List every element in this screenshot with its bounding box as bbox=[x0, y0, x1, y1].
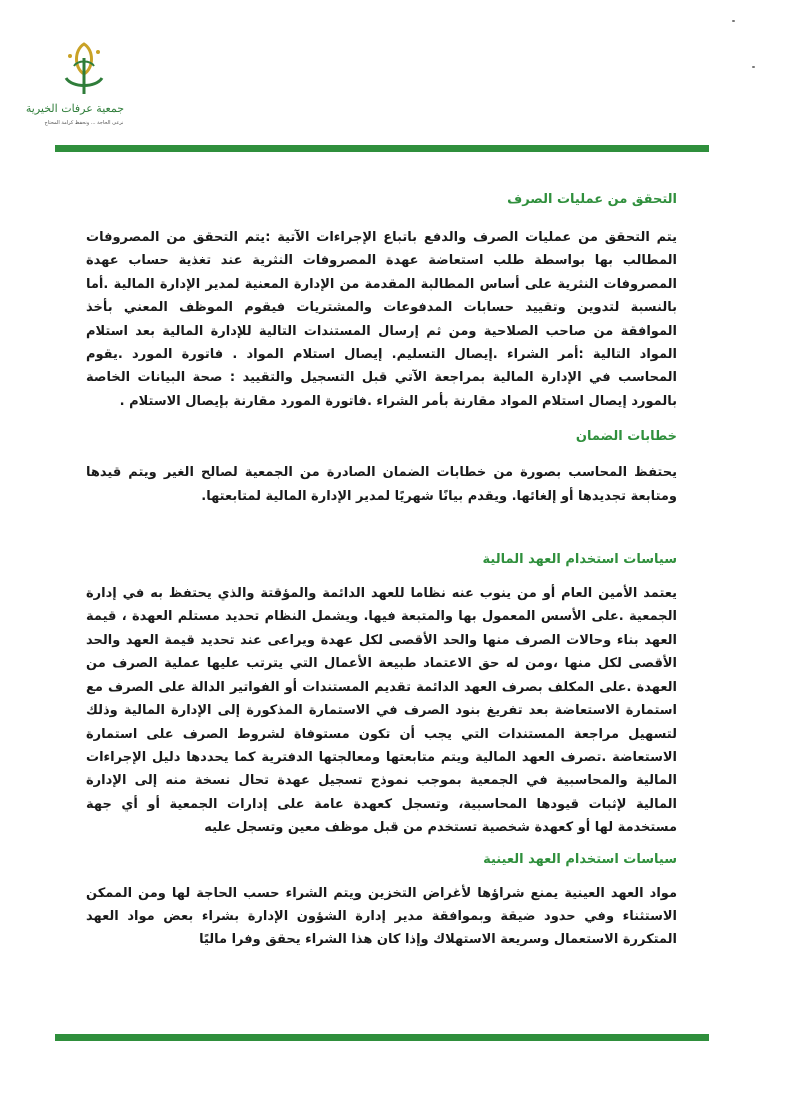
header-divider bbox=[55, 145, 709, 152]
org-slogan: نرعى الحاجة ... ونحفظ كرامة المحتاج bbox=[44, 120, 124, 126]
section-paragraph: يحتفظ المحاسب بصورة من خطابات الضمان الصادرة من الجمعية لصالح الغير ويتم قيدها ومتابعة تجديدها أو إلغائها. ويقدم بيانًا شهريًا لمدير الإدارة المالية لمتابعتها. bbox=[86, 465, 677, 504]
section-heading: سياسات استخدام العهد العينية bbox=[483, 851, 677, 867]
section-heading: سياسات استخدام العهد المالية bbox=[482, 552, 677, 568]
section-heading: خطابات الضمان bbox=[575, 429, 677, 445]
document-body bbox=[86, 190, 677, 952]
organization-logo bbox=[25, 38, 124, 138]
org-name: جمعية عرفات الخيرية bbox=[25, 102, 124, 115]
logo-emblem-icon bbox=[44, 38, 124, 102]
section-paragraph: يتم التحقق من عمليات الصرف والدفع باتباع الإجراءات الآتية :يتم التحقق من المصروفات المطالب بها بواسطة طلب استعاضة عهدة المصروفات النثرية عند تغذية حساب عهدة المصروفات النثرية على أساس المطالبة المقدمة من الإدارة المعنية لمدير الإدارة المالية .أما بالنسبة لتدوين وتقييد حسابات المدفوعات والمشتريات فيقوم الموظف المعني بأخذ الموافقة من صاحب الصلاحية ومن ثم إرسال المستندات التالية للإدارة المالية بعد استلام المواد التالية :أمر الشراء .إيصال التسليم. إيصال استلام المواد . فاتورة المورد .يقوم المحاسب في الإدارة المالية بمراجعة الآتي قبل التسجيل والتقييد : صحة البيانات الخاصة بالمورد إيصال استلام المواد مقارنة بأمر الشراء .فاتورة المورد مقارنة بإيصال الاستلام . bbox=[86, 230, 677, 409]
section-paragraph: يعتمد الأمين العام أو من ينوب عنه نظاما للعهد الدائمة والمؤقتة والذي يحتفظ به في إدارة الجمعية .على الأسس المعمول بها والمتبعة فيها. ويشمل النظام تحديد مستلم العهدة ، قيمة العهد بناء وحالات الصرف منها والحد الأقصى لكل عهدة ويراعى عند تحديد قيمة العهد والحد الأقصى لكل منها ،ومن له حق الاعتماد طبيعة الأعمال التي يترتب عليها عملية الصرف من العهدة .على المكلف بصرف العهد الدائمة تقديم المستندات أو الفواتير الدالة على الصرف مع استمارة الاستعاضة بعد تفريغ بنود الصرف في الاستمارة المذكورة إلى الإدارة المالية وذلك لتسهيل مراجعة المستندات التي يجب أن تكون مستوفاة لشروط الصرف على استمارة الاستعاضة .تصرف العهد المالية ويتم متابعتها ومعالجتها الدفترية كما يحددها دليل الإجراءات المالية والمحاسبية في الجمعية بموجب نموذج تسجيل عهدة تحال نسخة منه إلى الإدارة المالية لإثبات قيودها المحاسبية، وتسجل كعهدة عامة على إدارات الجمعية أو أي جهة مستخدمة لها أو كعهدة شخصية تستخدم من قبل موظف معين وتسجل عليه bbox=[86, 586, 677, 836]
section-paragraph: مواد العهد العينية يمنع شراؤها لأغراض التخزين ويتم الشراء حسب الحاجة لها ومن الممكن الاستثناء وفي حدود ضيقة وبموافقة مدير إدارة الشؤون الإدارة بشراء بعض مواد العهد المتكررة الاستعمال وسريعة الاستهلاك وإذا كان هذا الشراء يحقق وفرا ماليًا bbox=[86, 885, 677, 948]
section-heading: التحقق من عمليات الصرف bbox=[507, 192, 677, 207]
scan-speck bbox=[752, 66, 755, 68]
footer-divider bbox=[55, 1034, 709, 1041]
scan-speck bbox=[732, 20, 735, 22]
